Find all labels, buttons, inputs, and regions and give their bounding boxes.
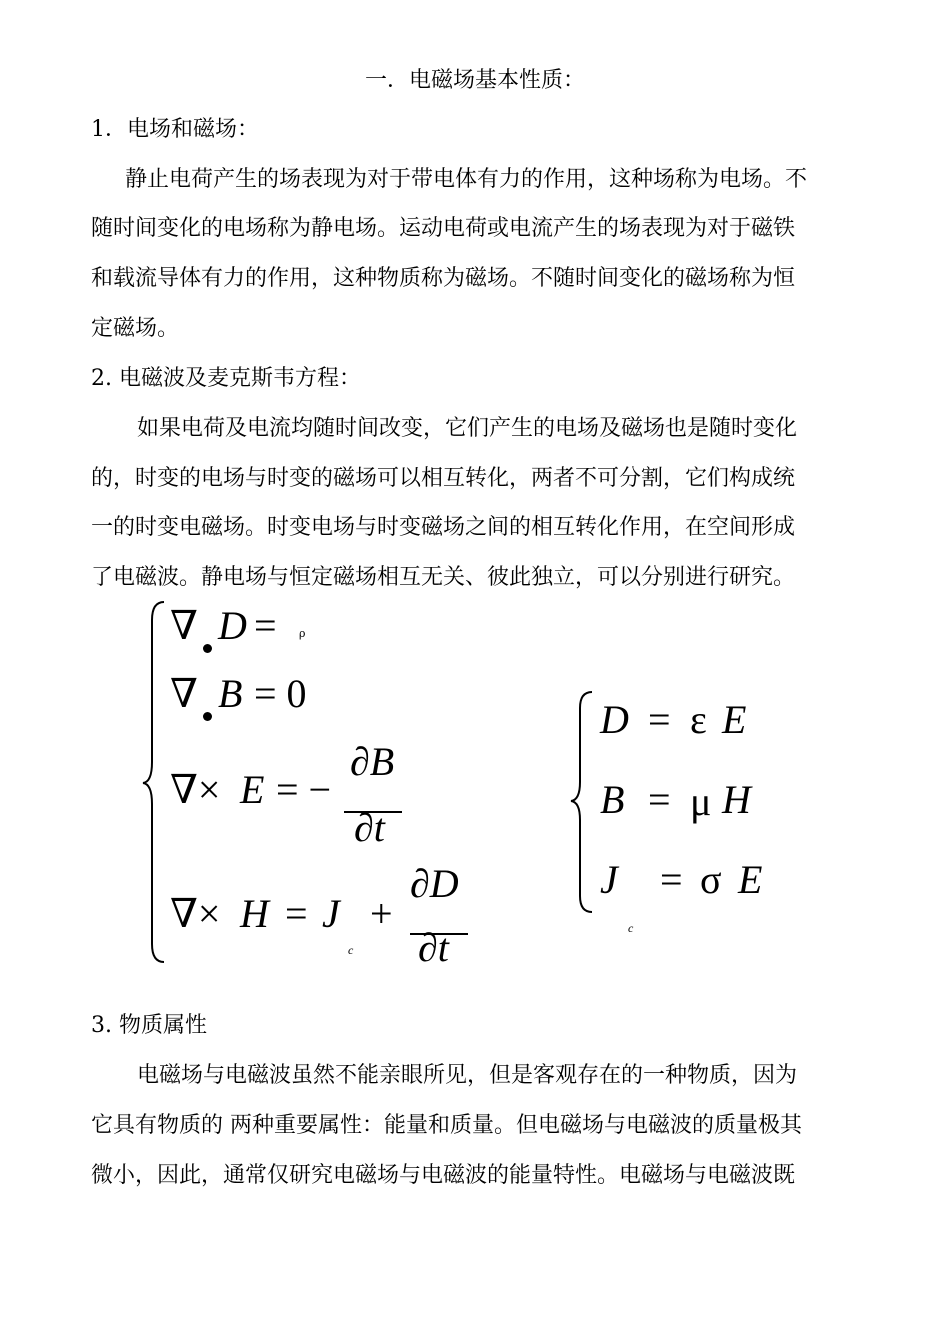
paragraph-3-line-3: 微小，因此，通常仅研究电磁场与电磁波的能量特性。电磁场与电磁波既 <box>91 1163 796 1188</box>
equals-sign: = <box>285 891 308 936</box>
paragraph-1-line-3: 和载流导体有力的作用，这种物质称为磁场。不随时间变化的磁场称为恒 <box>91 266 796 291</box>
heading-maxwell-equations: 2. 电磁波及麦克斯韦方程： <box>91 366 361 391</box>
left-brace-constitutive <box>568 688 598 918</box>
subscript-c: c <box>348 943 354 957</box>
section-title: 一．电磁场基本性质： <box>364 68 585 93</box>
paragraph-2-line-1: 如果电荷及电流均随时间改变，它们产生的电场及磁场也是随时变化 <box>137 416 798 441</box>
paragraph-3-line-2: 它具有物质的 两种重要属性：能量和质量。但电磁场与电磁波的质量极其 <box>91 1113 802 1138</box>
epsilon-symbol: ε <box>690 697 707 742</box>
equals-sign: = <box>648 697 671 742</box>
numerator-dD: ∂D <box>410 861 459 906</box>
paragraph-1-line-4: 定磁场。 <box>91 316 180 341</box>
heading-electric-magnetic-field: 1．电场和磁场： <box>91 117 259 142</box>
nabla-symbol: ∇ <box>170 603 198 648</box>
paragraph-2-line-4: 了电磁波。静电场与恒定磁场相互无关、彼此独立，可以分别进行研究。 <box>91 565 796 590</box>
paragraph-2-line-3: 一的时变电磁场。时变电场与时变磁场之间的相互转化作用，在空间形成 <box>91 515 796 540</box>
var-B: B <box>600 777 625 822</box>
paragraph-3-line-1: 电磁场与电磁波虽然不能亲眼所见，但是客观存在的一种物质，因为 <box>137 1063 798 1088</box>
plus-sign: + <box>370 891 393 936</box>
denominator-dt: ∂t <box>354 805 385 850</box>
equals-sign: = <box>254 603 277 648</box>
equals-minus: = − <box>276 767 332 812</box>
curl-symbol: ∇× <box>170 891 221 936</box>
equals-sign: = <box>660 857 683 902</box>
paragraph-1-line-1: 静止电荷产生的场表现为对于带电体有力的作用，这种场称为电场。不 <box>125 167 808 192</box>
heading-material-properties: 3. 物质属性 <box>91 1013 207 1038</box>
denominator-dt: ∂t <box>418 925 449 970</box>
var-E: E <box>722 697 747 742</box>
rho-symbol: ρ <box>299 627 306 640</box>
nabla-symbol: ∇ <box>170 671 198 716</box>
paragraph-1-line-2: 随时间变化的电场称为静电场。运动电荷或电流产生的场表现为对于磁铁 <box>91 216 796 241</box>
equals-zero: = 0 <box>254 671 307 716</box>
subscript-c: c <box>628 921 634 935</box>
numerator-dB: ∂B <box>350 739 395 784</box>
var-D: D <box>600 697 629 742</box>
var-B: B <box>218 671 243 716</box>
curl-symbol: ∇× <box>170 767 221 812</box>
mu-symbol: μ <box>690 779 712 824</box>
var-D: D <box>218 603 247 648</box>
dot-operator <box>203 712 212 721</box>
var-H: H <box>240 891 269 936</box>
var-J: J <box>600 857 618 902</box>
var-H: H <box>722 777 751 822</box>
var-E: E <box>240 767 265 812</box>
equals-sign: = <box>648 777 671 822</box>
left-brace-maxwell <box>140 598 170 968</box>
var-E: E <box>738 857 763 902</box>
var-J: J <box>322 891 340 936</box>
paragraph-2-line-2: 的，时变的电场与时变的磁场可以相互转化，两者不可分割，它们构成统 <box>91 466 796 491</box>
dot-operator <box>203 644 212 653</box>
sigma-symbol: σ <box>700 857 722 902</box>
